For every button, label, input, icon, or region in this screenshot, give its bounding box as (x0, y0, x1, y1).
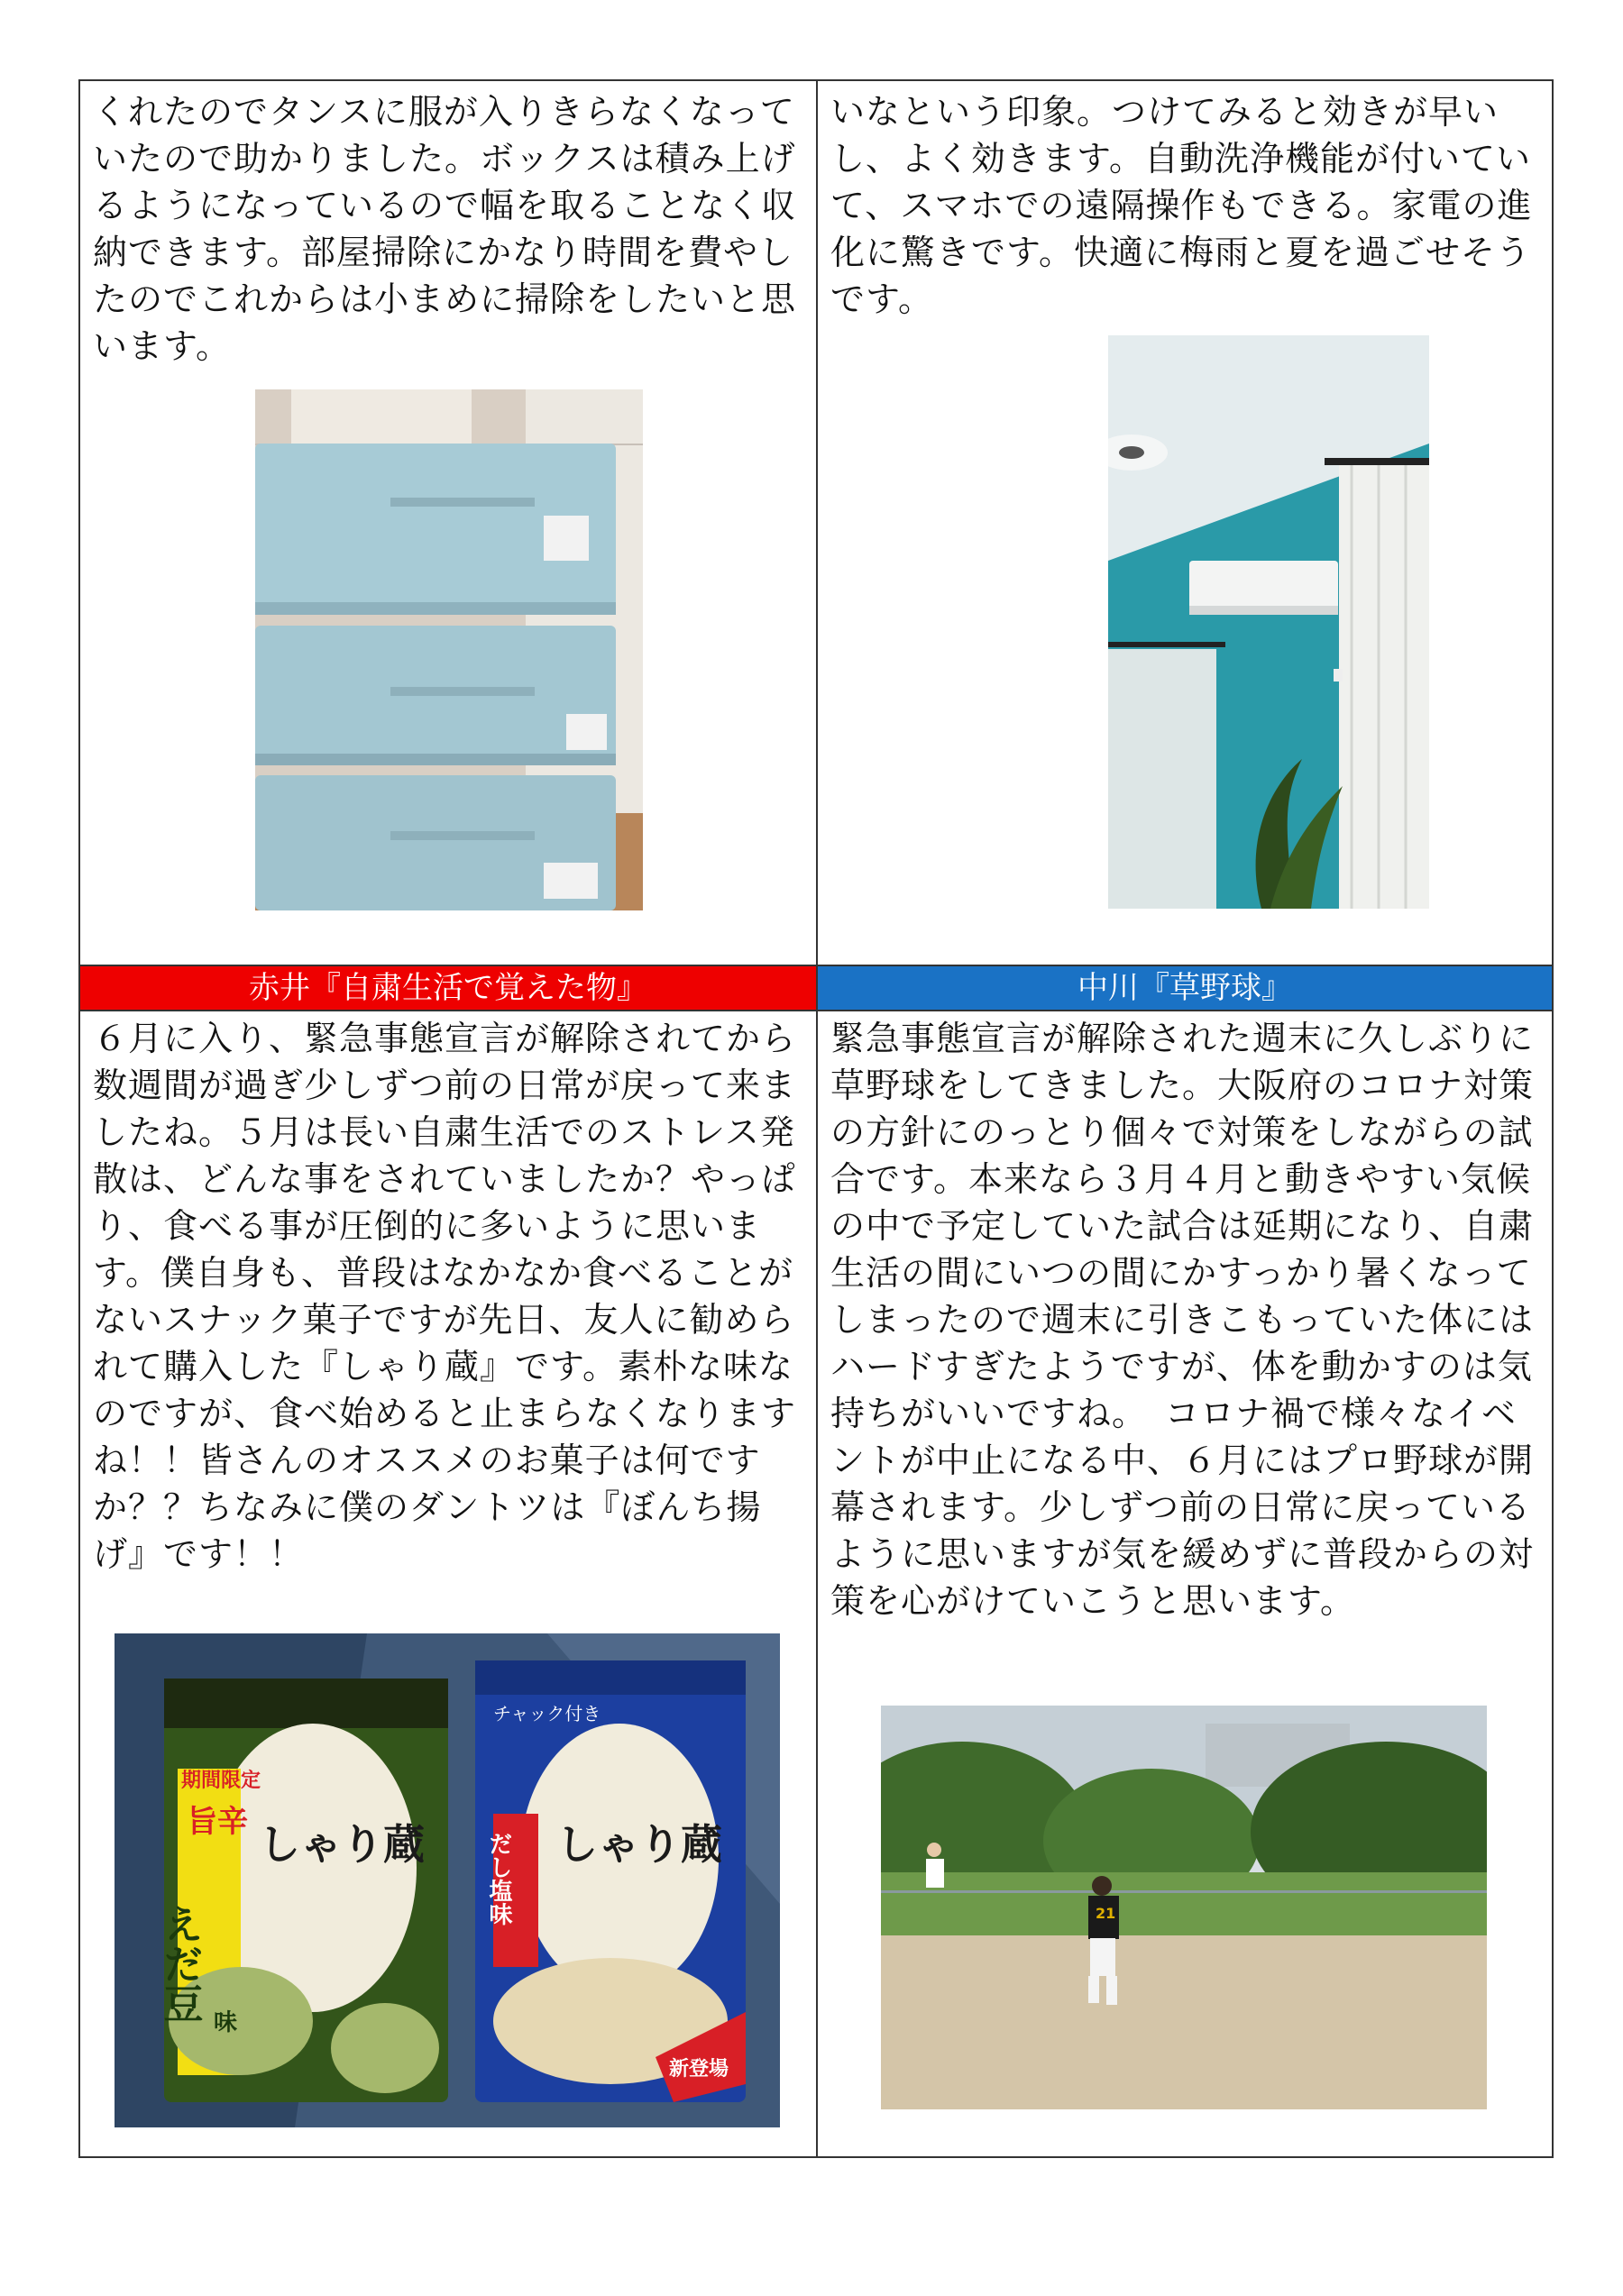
snack-left-brand: しゃり蔵 (259, 1820, 425, 1869)
snack-photo (115, 1633, 780, 2127)
snack-right-zipper: チャック付き (493, 1703, 601, 1724)
snack-left-limited: 期間限定 (181, 1770, 261, 1792)
baseball-illustration (881, 1706, 1487, 2109)
right-article-cell (818, 1011, 1552, 2158)
air-conditioner-photo (1108, 335, 1429, 909)
left-article-text: ６月に入り、緊急事態宣言が解除されてから数週間が過ぎ少しずつ前の日常が戻って来ましたね。５月は長い自粛生活でのストレス発散は、どんな事をされていましたか？やっぱり、食べる事が圧倒的に多いように思います。僕自身も、普段はなかなか食べることがないスナック菓子ですが先日、友人に勧められて購入した『しゃり蔵』です。素朴な味なのですが、食べ始めると止まらなくなりますね！！皆さんのオススメのお菓子は何ですか？？ちなみに僕のダントツは『ぼんち揚げ』です！！ (93, 1019, 797, 1574)
jersey-number: 21 (1096, 1905, 1116, 1922)
newsletter-grid (78, 79, 1554, 2158)
snack-left-taste: 味 (214, 2009, 238, 2036)
right-article-title-bar: 中川『草野球』 (818, 966, 1552, 1010)
left-article-cell (80, 1011, 816, 2158)
storage-box-illustration (255, 389, 643, 910)
top-left-cell (80, 81, 816, 965)
snack-illustration (115, 1633, 780, 2127)
right-article-text: 緊急事態宣言が解除された週末に久しぶりに草野球をしてきました。大阪府のコロナ対策の方針にのっとり個々で対策をしながらの試合です。本来なら３月４月と動きやすい気候の中で予定していた試合は延期になり、自粛生活の間にいつの間にかすっかり暑くなってしまったので週末に引きこもっていた体にはハードすぎたようですが、体を動かすのは気持ちがいいですね。 コロナ禍で様々なイベントが中止になる中、６月にはプロ野球が開幕されます。少しずつ前の日常に戻っているように思いますが気を緩めずに普段からの対策を心がけていこうと思います。 (830, 1019, 1535, 1621)
snack-right-brand: しゃり蔵 (556, 1820, 722, 1869)
left-article-title-bar: 赤井『自粛生活で覚えた物』 (80, 966, 816, 1010)
baseball-photo (881, 1706, 1487, 2109)
snack-right-new: 新登場 (669, 2058, 729, 2081)
top-right-cell (818, 81, 1552, 965)
top-left-text: くれたのでタンスに服が入りきらなくなっていたので助かりました。ボックスは積み上げるようになっているので幅を取ることなく収納できます。部屋掃除にかなり時間を費やしたのでこれからは小まめに掃除をしたいと思います。 (93, 92, 797, 366)
snack-left-spicy: 旨辛 (187, 1804, 248, 1840)
air-conditioner-illustration (1108, 335, 1429, 909)
snack-right-flavor: だし塩味 (485, 1832, 512, 1926)
top-right-text: いなという印象。つけてみると効きが早いし、よく効きます。自動洗浄機能が付いていて、スマホでの遠隔操作もできる。家電の進化に驚きです。快適に梅雨と夏を過ごせそうです。 (830, 92, 1533, 319)
storage-box-photo (255, 389, 643, 910)
snack-left-edamame: えだ豆 (156, 1904, 203, 2023)
